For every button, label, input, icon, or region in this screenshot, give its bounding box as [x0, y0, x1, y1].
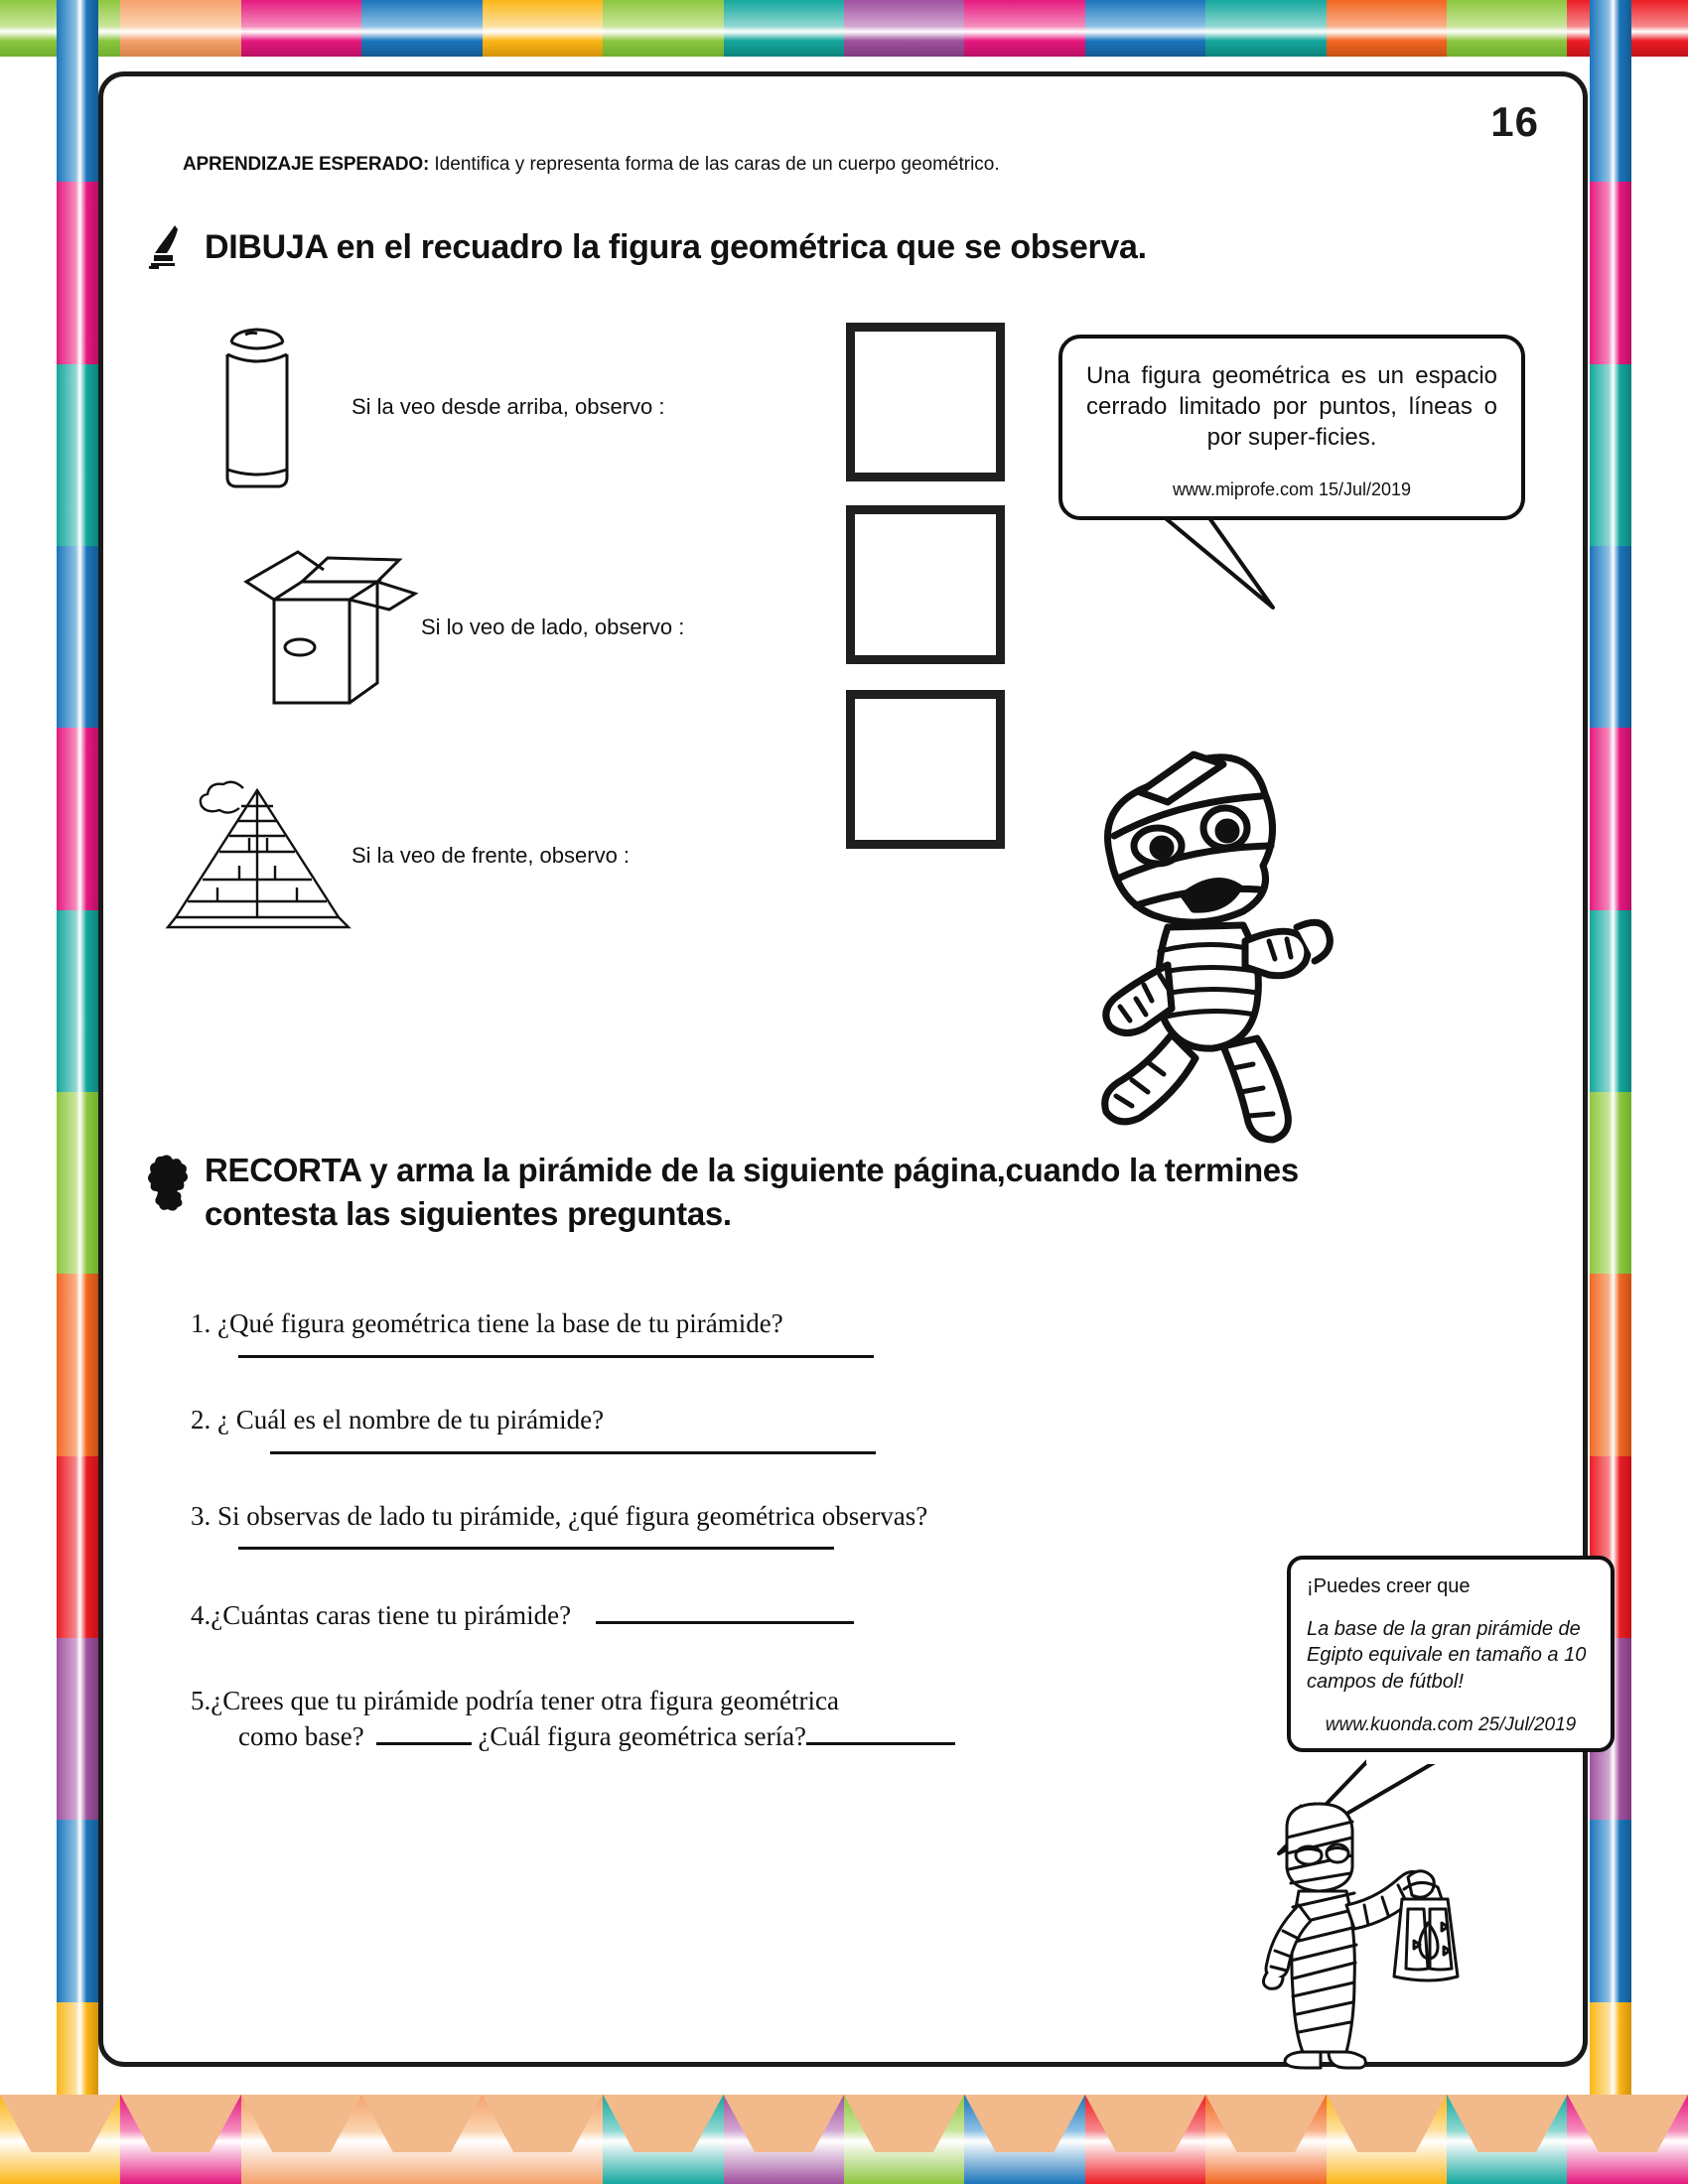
- pencil-tip: [483, 2095, 603, 2184]
- border-left: [57, 0, 98, 2184]
- pencil-band: [120, 0, 240, 57]
- pencil-tip: [0, 2095, 120, 2184]
- pencil-band: [57, 0, 98, 182]
- section-heading-draw-text: DIBUJA en el recuadro la figura geométrica que se observa.: [205, 227, 1147, 266]
- question-text: 3. Si observas de lado tu pirámide, ¿qué figura geométrica observas?: [191, 1500, 928, 1531]
- answer-line[interactable]: [238, 1547, 834, 1550]
- pencil-tip: [1085, 2095, 1205, 2184]
- pencil-band: [1085, 0, 1205, 57]
- pencil-band: [1205, 0, 1326, 57]
- observation-row: [232, 533, 684, 722]
- pencil-band: [361, 0, 482, 57]
- pyramid-icon: [163, 761, 352, 950]
- fact-speech-bubble: [1287, 1556, 1615, 1752]
- answer-box-top-view[interactable]: [846, 323, 1005, 481]
- answer-box-front-view[interactable]: [846, 690, 1005, 849]
- answer-box-side-view[interactable]: [846, 505, 1005, 664]
- question-text: 1. ¿Qué figura geométrica tiene la base de tu pirámide?: [191, 1308, 783, 1338]
- pencil-band: [57, 546, 98, 728]
- observation-row: [163, 761, 630, 950]
- pencil-band: [724, 0, 844, 57]
- pencil-band: [57, 364, 98, 546]
- border-right: [1590, 0, 1631, 2184]
- pencil-band: [1590, 728, 1631, 909]
- question-item: [191, 1595, 1333, 1633]
- section-heading-draw: [145, 223, 1147, 271]
- question-text: 2. ¿ Cuál es el nombre de tu pirámide?: [191, 1404, 605, 1434]
- pencil-band: [1590, 364, 1631, 546]
- mummy-with-lantern-icon: [1243, 1782, 1541, 2070]
- pencil-band: [57, 182, 98, 363]
- pencil-band: [1327, 0, 1447, 57]
- fact-source: www.kuonda.com 25/Jul/2019: [1325, 1714, 1577, 1736]
- pencil-band: [964, 0, 1084, 57]
- pencil-band: [57, 1820, 98, 2001]
- pencil-tip: [361, 2095, 482, 2184]
- walking-mummy-icon: [1049, 737, 1346, 1154]
- pencil-band: [1590, 182, 1631, 363]
- question-text: [191, 1595, 1333, 1633]
- observation-label: Si la veo desde arriba, observo :: [352, 394, 665, 419]
- answer-blank[interactable]: [806, 1718, 955, 1745]
- pencil-tip: [241, 2095, 361, 2184]
- pencil-band: [57, 1456, 98, 1638]
- objective-label: APRENDIZAJE ESPERADO:: [183, 154, 430, 175]
- definition-text: Una figura geométrica es un espacio cerrado limitado por puntos, líneas o por super-ficies.: [1086, 362, 1497, 452]
- question-text-part: como base?: [238, 1720, 364, 1751]
- question-text-part: 4.¿Cuántas caras tiene tu pirámide?: [191, 1600, 572, 1631]
- pencil-band: [57, 1274, 98, 1455]
- question-item: [191, 1685, 1333, 1754]
- learning-objective: [183, 154, 1434, 176]
- pencil-band: [0, 0, 120, 57]
- pencil-band: [1567, 0, 1687, 57]
- pencil-tip: [1205, 2095, 1326, 2184]
- section-heading-cut-text: RECORTA y arma la pirámide de la siguiente página,cuando la termines contesta las siguientes preguntas.: [205, 1152, 1299, 1233]
- observation-label: Si lo veo de lado, observo :: [421, 614, 685, 639]
- pencil-band: [1590, 1274, 1631, 1455]
- pencil-tip: [844, 2095, 964, 2184]
- questions-list: [191, 1307, 1333, 1760]
- fact-intro: ¡Puedes creer que: [1307, 1575, 1471, 1597]
- pencil-band: [1590, 546, 1631, 728]
- page-number: 16: [1490, 98, 1539, 145]
- pencil-band: [1590, 1092, 1631, 1274]
- question-text-part: ¿Cuál figura geométrica sería?: [478, 1720, 807, 1751]
- question-text-part: 5.¿Crees que tu pirámide podría tener otra figura geométrica: [191, 1686, 839, 1715]
- pencil-tip: [603, 2095, 723, 2184]
- open-box-icon: [232, 533, 421, 722]
- pencil-tip: [1567, 2095, 1687, 2184]
- answer-blank[interactable]: [376, 1718, 472, 1745]
- pencil-tip: [724, 2095, 844, 2184]
- writing-hand-icon: [145, 223, 191, 271]
- question-item: [191, 1404, 1333, 1454]
- pencil-band: [57, 2002, 98, 2184]
- question-item: [191, 1307, 1333, 1358]
- pencil-tip: [1327, 2095, 1447, 2184]
- pencil-band: [1590, 0, 1631, 182]
- fact-text: La base de la gran pirámide de Egipto equivale en tamaño a 10 campos de fútbol!: [1307, 1618, 1587, 1693]
- answer-line[interactable]: [270, 1451, 876, 1454]
- question-item: [191, 1500, 1333, 1551]
- pencil-band: [241, 0, 361, 57]
- observation-row: [163, 313, 665, 501]
- puzzle-piece-icon: [145, 1149, 191, 1212]
- pencil-band: [57, 1092, 98, 1274]
- pencil-band: [844, 0, 964, 57]
- definition-source: www.miprofe.com 15/Jul/2019: [1172, 478, 1412, 499]
- pencil-band: [57, 728, 98, 909]
- border-top: [0, 0, 1688, 57]
- pencil-band: [603, 0, 723, 57]
- definition-speech-bubble: [1058, 335, 1525, 520]
- answer-line[interactable]: [238, 1355, 874, 1358]
- worksheet-page: [98, 71, 1588, 2067]
- pencil-tip: [964, 2095, 1084, 2184]
- pencil-band: [1590, 1820, 1631, 2001]
- question-text: [191, 1685, 1333, 1718]
- observation-label: Si la veo de frente, observo :: [352, 843, 631, 868]
- pencil-tip: [120, 2095, 240, 2184]
- pencil-tip: [1447, 2095, 1567, 2184]
- pencil-band: [483, 0, 603, 57]
- pencil-band: [1447, 0, 1567, 57]
- pencil-band: [1590, 2002, 1631, 2184]
- soda-can-icon: [163, 313, 352, 501]
- answer-blank[interactable]: [596, 1595, 854, 1624]
- question-text-line2: [238, 1718, 1333, 1754]
- pencil-band: [57, 910, 98, 1092]
- section-heading-cut: [145, 1149, 1416, 1236]
- pencil-band: [1590, 910, 1631, 1092]
- pencil-band: [57, 1638, 98, 1820]
- border-bottom: [0, 2095, 1688, 2184]
- objective-text: Identifica y representa forma de las caras de un cuerpo geométrico.: [429, 154, 1000, 175]
